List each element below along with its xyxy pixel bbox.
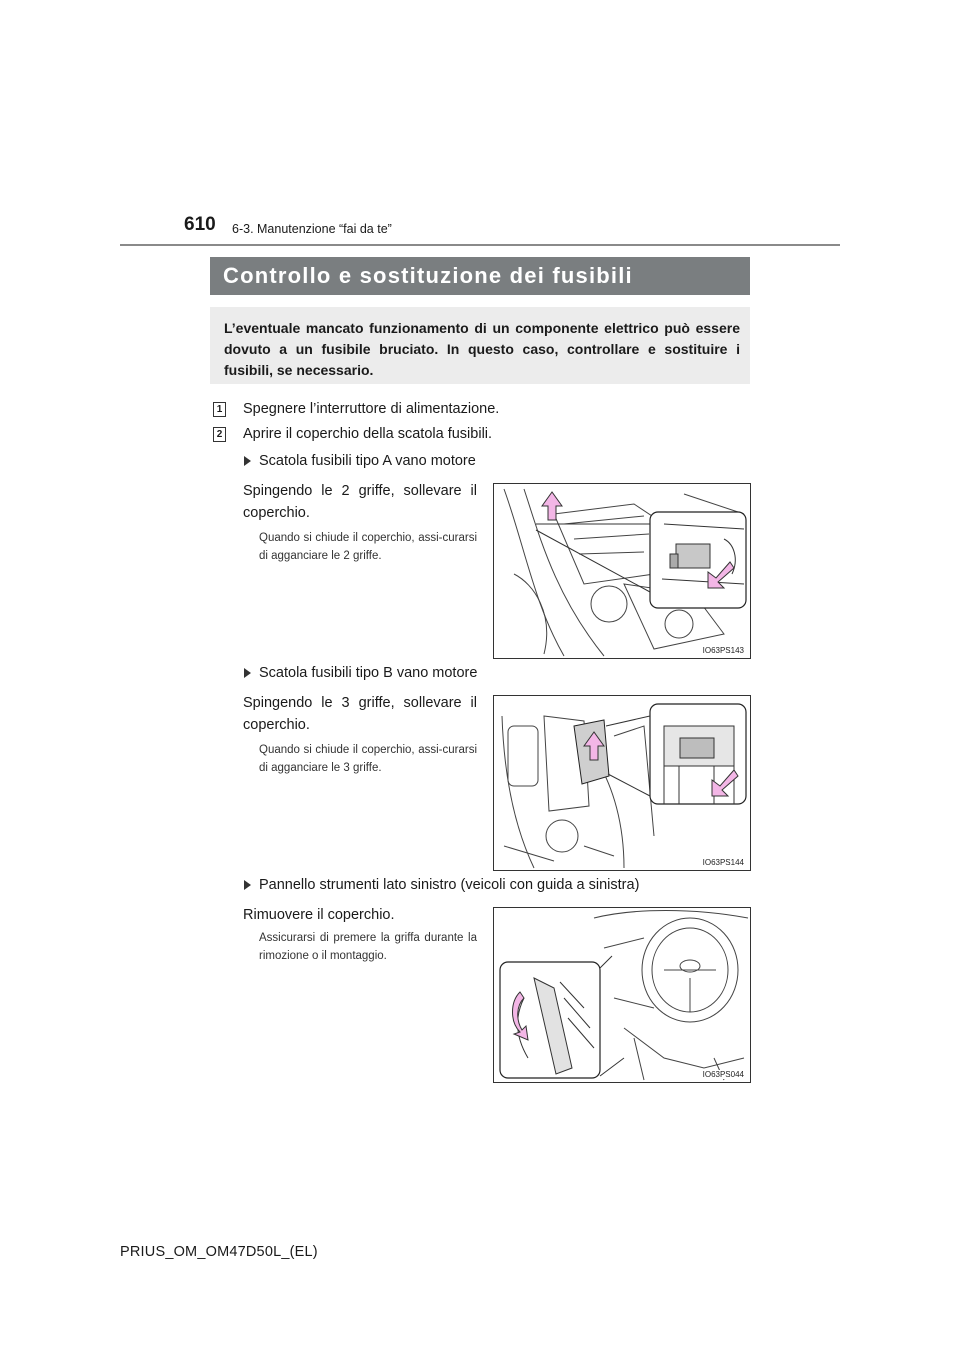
block-c-heading-text: Pannello strumenti lato sinistro (veicoli con guida a sinistra) [259,877,640,893]
block-c-heading [244,877,639,893]
header-rule [120,244,840,246]
page-title-bar [210,257,750,295]
intro-text: L’eventuale mancato funzionamento di un componente elettrico può essere dovuto a un fusibile bruciato. In questo caso, controllare e sostituire i fusibili, se necessario. [224,320,740,378]
triangle-bullet-icon [244,456,251,466]
footer-doc-id: PRIUS_OM_OM47D50L_(EL) [120,1244,318,1260]
block-a-heading-text: Scatola fusibili tipo A vano motore [259,453,476,469]
step-text-1: Spegnere l’interruttore di alimentazione. [243,401,500,417]
intro-box [210,307,750,384]
engine-bay-illustration-a [494,484,750,658]
figure-code-c: IO63PS044 [702,1070,744,1079]
block-a-lead: Spingendo le 2 griffe, sollevare il coperchio. [243,483,477,521]
page-title: Controllo e sostituzione dei fusibili [223,263,633,288]
step-text-2: Aprire il coperchio della scatola fusibili. [243,426,493,442]
block-b-heading-text: Scatola fusibili tipo B vano motore [259,665,478,681]
block-c-lead: Rimuovere il coperchio. [243,907,395,923]
figure-instrument-panel [493,907,751,1083]
block-a-heading [244,453,476,469]
page-number: 610 [184,214,216,235]
triangle-bullet-icon [244,880,251,890]
triangle-bullet-icon [244,668,251,678]
instrument-panel-illustration [494,908,750,1082]
figure-code-a: IO63PS143 [702,646,744,655]
block-b-lead: Spingendo le 3 griffe, sollevare il coperchio. [243,695,477,733]
figure-fusebox-b [493,695,751,871]
section-title: 6-3. Manutenzione “fai da te” [232,222,392,236]
block-c-note: Assicurarsi di premere la griffa durante la rimozione o il montaggio. [259,932,477,962]
figure-fusebox-a [493,483,751,659]
block-a-note: Quando si chiude il coperchio, assi-curarsi di agganciare le 2 griffe. [259,532,477,562]
step-number-1: 1 [213,402,226,417]
block-b-heading [244,665,477,681]
block-b-note: Quando si chiude il coperchio, assi-curarsi di agganciare le 3 griffe. [259,744,477,774]
step-number-2: 2 [213,427,226,442]
figure-code-b: IO63PS144 [702,858,744,867]
engine-bay-illustration-b [494,696,750,870]
